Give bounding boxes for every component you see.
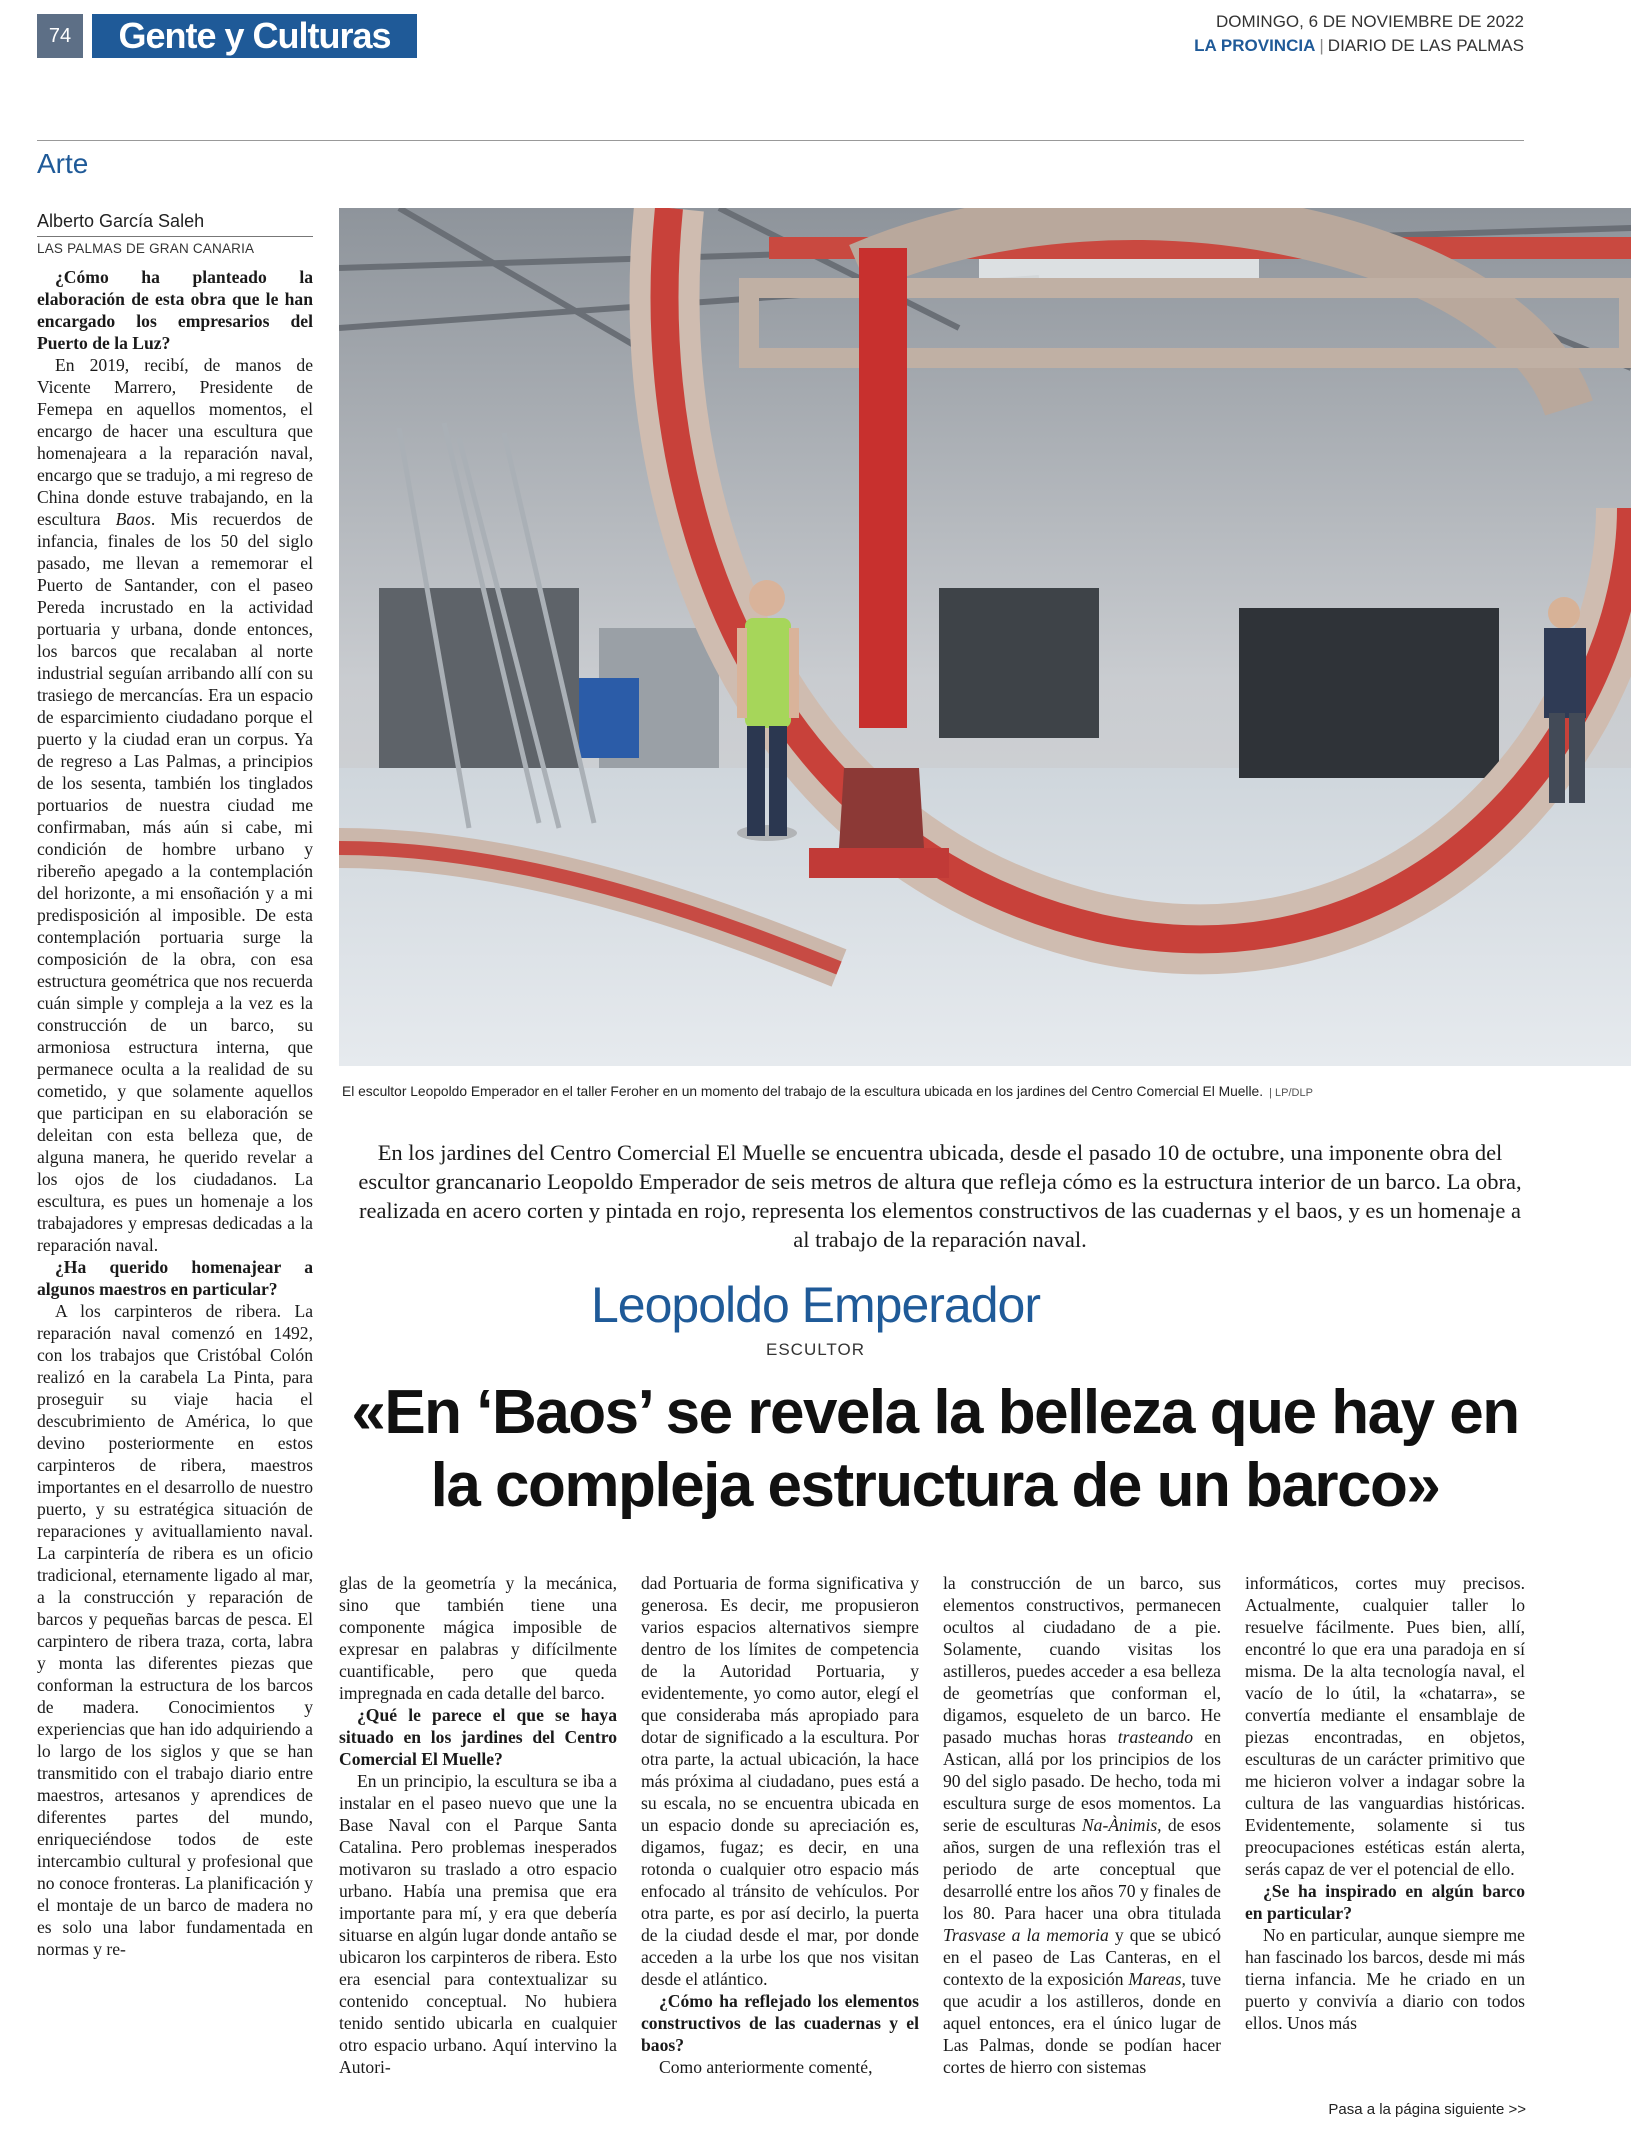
- photo-caption: El escultor Leopoldo Emperador en el taller Feroher en un momento del trabajo de la escultura ubicada en los jardines del Centro Comercial El Muelle. | LP/DLP: [342, 1084, 1313, 1099]
- column-1: [37, 266, 313, 1960]
- answer: glas de la geometría y la mecánica, sino que también tiene una componente mágica imposible de expresar en palabras y difícilmente cuantificable, pero que queda impregnada en cada detalle del barco.: [339, 1573, 617, 1703]
- byline-author: Alberto García Saleh: [37, 211, 205, 231]
- answer: En 2019, recibí, de manos de Vicente Marrero, Presidente de Femepa en aquellos momentos, el encargo de hacer una escultura que homenajeara a la reparación naval, encargo que se tradujo, a mi regreso de China donde estuve trabajando, en la escultura Baos. Mis recuerdos de infancia, finales de los 50 del siglo pasado, me llevan a rememorar el Puerto de Santander, con el paseo Pereda incrustado en la actividad portuaria y urbana, donde entonces, los barcos que recalaban al norte industrial seguían arribando allí con su trasiego de mercancías. Era un espacio de esparcimiento ciudadano porque el puerto y la ciudad eran un corpus. Ya de regreso a Las Palmas, a principios de los sesenta, también los tinglados portuarios de nuestra ciudad me confirmaban, más aún si cabe, mi condición de hombre urbano y ribereño apegado a la contemplación del horizonte, a mi ensoñación y a mi predisposición al imposible. De esta contemplación portuaria surge la composición de la obra, con esa estructura geométrica que nos recuerda cuán simple y compleja a la vez es la construcción de un barco, su armoniosa estructura interna, que permanece oculta a la realidad de su cometido, y que solamente aquellos que participan en su elaboración se deleitan con esta belleza que, de alguna manera, he querido revelar a los ojos de los ciudadanos. La escultura, es pues un homenaje a los trabajadores y empresas dedicadas a la reparación naval.: [37, 355, 313, 1255]
- answer: dad Portuaria de forma significativa y generosa. Es decir, me propusieron varios espacios alternativos siempre dentro de los límites de competencia de la Autoridad Portuaria, y evidentemente, yo como autor, elegí el que consideraba más apropiado para dotar de significado a la escultura. Por otra parte, la actual ubicación, la hace más próxima al ciudadano, pues está a su escala, no se encuentra ubicada en un espacio donde su apreciación es, digamos, fugaz; es decir, en una rotonda o cualquier otro espacio más enfocado al tránsito de vehículos. Por otra parte, es por así decirlo, la puerta de la ciudad desde el mar, por donde acceden a la urbe los que nos visitan desde el atlántico.: [641, 1573, 919, 1989]
- headline: «En ‘Baos’ se revela la belleza que hay en la compleja estructura de un barco»: [351, 1378, 1519, 1520]
- question: ¿Se ha inspirado en algún barco en particular?: [1245, 1881, 1525, 1923]
- byline-divider: [37, 236, 313, 237]
- answer: No en particular, aunque siempre me han fascinado los barcos, desde mi más tierna infancia. Me he criado en un puerto y convivía a diario con todos ellos. Unos más: [1245, 1925, 1525, 2033]
- continued-link[interactable]: Pasa a la página siguiente >>: [1328, 2101, 1526, 2118]
- column-5: [1245, 1572, 1525, 2034]
- photo-credit: | LP/DLP: [1269, 1087, 1313, 1099]
- answer: Como anteriormente comenté,: [659, 2057, 873, 2077]
- question: ¿Qué le parece el que se haya situado en los jardines del Centro Comercial El Muelle?: [339, 1705, 617, 1769]
- intro-paragraph: En los jardines del Centro Comercial El Muelle se encuentra ubicada, desde el pasado 10 de octubre, una imponente obra del escultor grancanario Leopoldo Emperador de seis metros de altura que refleja cómo es la estructura interior de un barco. La obra, realizada en acero corten y pintada en rojo, representa los elementos constructivos de las cuadernas y el baos, y es un homenaje a al trabajo de la reparación naval.: [358, 1140, 1522, 1252]
- page-number: 74: [37, 14, 83, 58]
- answer: la construcción de un barco, sus elementos constructivos, permanecen ocultos al ciudadano de a pie. Solamente, cuando visitas los astilleros, puedes acceder a esa belleza de geometrías que conforman el, digamos, esqueleto de un barco. He pasado muchas horas trasteando en Astican, allá por los principios de los 90 del siglo pasado. De hecho, toda mi escultura surge de esos momentos. La serie de esculturas Na-Ànimis, de esos años, surgen de una reflexión tras el periodo de arte conceptual que desarrollé entre los años 70 y finales de los 80. Para hacer una obra titulada Trasvase a la memoria y que se ubicó en el paseo de Las Canteras, en el contexto de la exposición Mareas, tuve que acudir a los astilleros, donde en aquel entonces, era el único lugar de Las Palmas, donde se podían hacer cortes de hierro con sistemas: [943, 1573, 1222, 2077]
- header-divider: [37, 140, 1524, 141]
- issue-date: DOMINGO, 6 DE NOVIEMBRE DE 2022: [1216, 12, 1524, 31]
- answer: A los carpinteros de ribera. La reparación naval comenzó en 1492, con los trabajos que Cristóbal Colón realizó en la carabela La Pinta, para proseguir su viaje hacia el descubrimiento de América, lo que devino posteriormente en estos carpinteros de ribera, maestros importantes en el desarrollo de nuestro puerto, y su estratégica situación de reparaciones y avituallamiento naval. La carpintería de ribera es un oficio tradicional, eternamente ligado al mar, a la construcción y reparación de barcos y pequeñas barcas de pesca. El carpintero de ribera traza, corta, labra y monta las diferentes piezas que conforman la estructura de los barcos de madera. Conocimientos y experiencias que han ido adquiriendo a lo largo de los siglos y que se han transmitido con el trabajo diario entre maestros, artesanos y aprendices de diferentes partes del mundo, enriqueciéndose todos de este intercambio cultural y profesional que no conoce fronteras. La planificación y el montaje de un barco de madera no es solo una labor fundamentada en normas y re-: [37, 1301, 313, 1959]
- sculpture-photo: [339, 208, 1631, 1066]
- column-4: [943, 1572, 1221, 2078]
- column-3: [641, 1572, 919, 2078]
- publication-name: DIARIO DE LAS PALMAS: [1327, 36, 1524, 55]
- byline-place: LAS PALMAS DE GRAN CANARIA: [37, 241, 255, 256]
- question: ¿Cómo ha reflejado los elementos constructivos de las cuadernas y el baos?: [641, 1991, 919, 2055]
- brand-name: LA PROVINCIA: [1194, 36, 1316, 55]
- interviewee-role: ESCULTOR: [765, 1340, 865, 1359]
- interviewee-name: Leopoldo Emperador: [591, 1277, 1040, 1333]
- question: ¿Ha querido homenajear a algunos maestros en particular?: [37, 1257, 313, 1299]
- column-2: [339, 1572, 617, 2078]
- answer: En un principio, la escultura se iba a instalar en el paseo nuevo que une la Base Naval con el Parque Santa Catalina. Pero problemas inesperados motivaron su traslado a otro espacio urbano. Había una premisa que era importante para mí, y era que debería situarse en algún lugar donde antaño se ubicaron los carpinteros de ribera. Esto era esencial para contextualizar su contenido conceptual. No hubiera tenido sentido ubicarla en cualquier otro espacio urbano. Aquí intervino la Autori-: [339, 1771, 617, 2077]
- publication-line: LA PROVINCIA | DIARIO DE LAS PALMAS: [1194, 36, 1524, 55]
- section-title: Gente y Culturas: [92, 14, 417, 58]
- rubric: Arte: [37, 148, 89, 179]
- answer: informáticos, cortes muy precisos. Actualmente, cualquier taller lo resuelve fácilmente. Pues bien, allí, encontré lo que era una paradoja en sí misma. De la alta tecnología naval, el vacío de lo útil, la «chatarra», se convertía mediante el ensamblaje de piezas encontradas, en objetos, esculturas de un carácter primitivo que me hicieron volver a indagar sobre la cultura de las vanguardias históricas. Evidentemente, solamente si tus preocupaciones estéticas están alerta, serás capaz de ver el potencial de ello.: [1245, 1573, 1525, 1879]
- question: ¿Cómo ha planteado la elaboración de esta obra que le han encargado los empresarios del Puerto de la Luz?: [37, 267, 313, 353]
